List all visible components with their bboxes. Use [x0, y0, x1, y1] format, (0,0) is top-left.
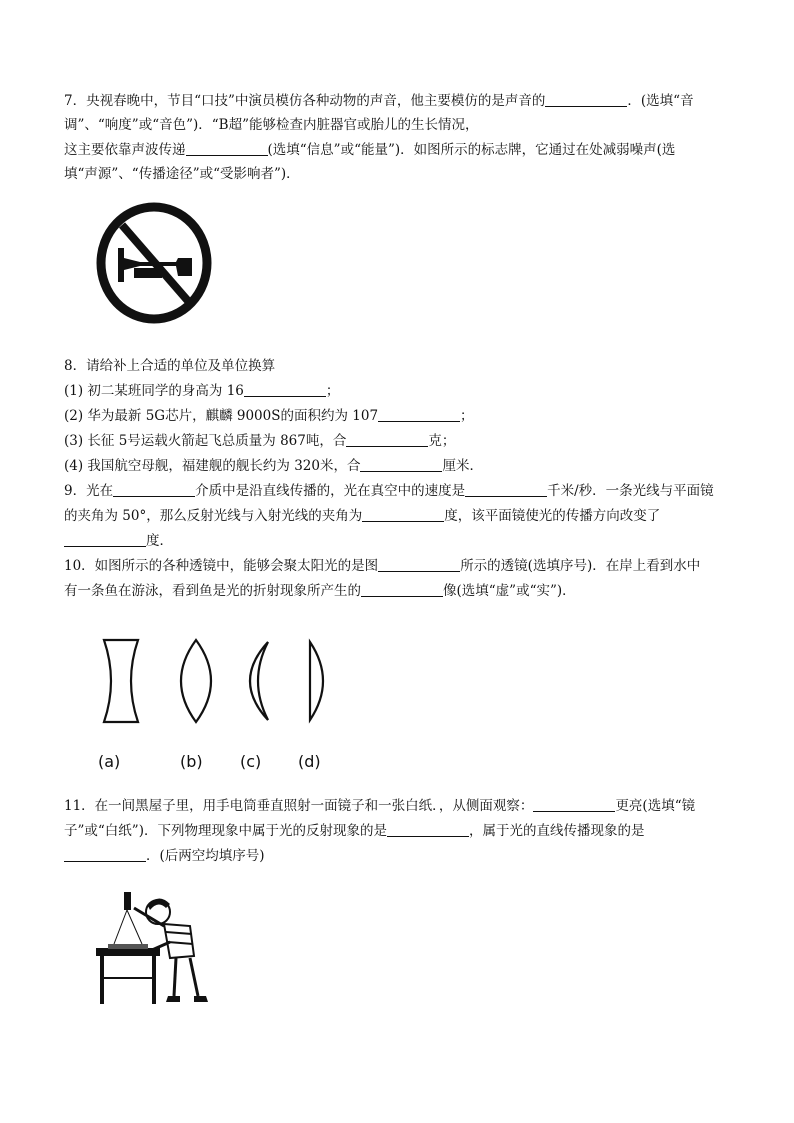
q9-text: 的夹角为 50°，那么反射光线与入射光线的夹角为 — [64, 508, 363, 524]
answer-blank[interactable] — [346, 432, 428, 447]
mirror-and-paper — [108, 944, 148, 949]
q7-text: (选填“信息”或“能量”)．如图所示的标志牌，它通过在处减弱噪声(选 — [267, 142, 676, 158]
q9-text: 度，该平面镜使光的传播方向改变了 — [444, 508, 661, 524]
answer-blank[interactable] — [362, 507, 444, 522]
q11-text: 子”或“白纸”)．下列物理现象中属于光的反射现象的是 — [64, 823, 387, 839]
q8-item-2 — [64, 406, 474, 426]
q11-line-3 — [64, 846, 265, 866]
convex-lens-b — [181, 640, 211, 722]
q8-text: 克； — [428, 433, 456, 449]
answer-blank[interactable] — [360, 457, 442, 472]
q9-line-3 — [64, 531, 173, 551]
q11-line-1 — [64, 796, 695, 816]
q7-text: ．(选填“音 — [627, 93, 694, 109]
q8-text: (4) 我国航空母舰，福建舰的舰长约为 320米，合 — [64, 458, 361, 474]
q8-text: (1) 初二某班同学的身高为 16 — [64, 383, 244, 399]
answer-blank[interactable] — [387, 822, 469, 837]
q8-item-4 — [64, 456, 483, 476]
q8-text: (2) 华为最新 5G芯片，麒麟 9000S的面积约为 107 — [64, 408, 379, 424]
lens-caption-b: (b) — [180, 752, 203, 771]
q11-text: 11．在一间黑屋子里，用手电筒垂直照射一面镜子和一张白纸．，从侧面观察： — [64, 798, 534, 814]
q10-line-1 — [64, 556, 700, 576]
answer-blank[interactable] — [378, 407, 460, 422]
q8-text: (3) 长征 5号运载火箭起飞总质量为 867吨，合 — [64, 433, 347, 449]
q11-text: ．(后两空均填序号) — [146, 848, 265, 864]
q8-item-3 — [64, 431, 455, 451]
answer-blank[interactable] — [64, 847, 146, 862]
q8-text: 厘米． — [442, 458, 483, 474]
lens-caption-a: (a) — [98, 752, 121, 771]
q10-text: 像(选填“虚”或“实”)． — [443, 583, 576, 599]
q10-text: 有一条鱼在游泳，看到鱼是光的折射现象所产生的 — [64, 583, 361, 599]
answer-blank[interactable] — [113, 482, 195, 497]
concave-lens-a — [104, 640, 138, 722]
q8-text: ； — [460, 408, 474, 424]
answer-blank[interactable] — [545, 92, 627, 107]
q9-text: 9．光在 — [64, 483, 114, 499]
q9-text: 度． — [146, 533, 173, 549]
q10-text: 10．如图所示的各种透镜中，能够会聚太阳光的是图 — [64, 558, 379, 574]
q9-line-2 — [64, 506, 660, 526]
answer-blank[interactable] — [244, 382, 326, 397]
q10-text: 所示的透镜(选填序号)．在岸上看到水中 — [460, 558, 701, 574]
q7-text: 这主要依靠声波传递 — [64, 142, 186, 158]
q9-text: 千米/秒．一条光线与平面镜 — [547, 483, 714, 499]
answer-blank[interactable] — [186, 141, 268, 156]
flashlight-icon — [124, 892, 131, 910]
q8-item-1 — [64, 381, 339, 401]
lens-caption-d: (d) — [298, 752, 321, 771]
answer-blank[interactable] — [361, 582, 443, 597]
answer-blank[interactable] — [533, 797, 615, 812]
q8-title: 8．请给补上合适的单位及单位换算 — [64, 358, 276, 374]
q9-text: 介质中是沿直线传播的，光在真空中的速度是 — [195, 483, 466, 499]
q8-text: ； — [325, 383, 340, 399]
lenses-figure — [96, 636, 336, 728]
answer-blank[interactable] — [465, 482, 547, 497]
q11-text: ，属于光的直线传播现象的是 — [468, 823, 645, 839]
q10-line-2 — [64, 581, 576, 601]
q7-line-3 — [64, 140, 675, 160]
flashlight-experiment-figure — [94, 886, 212, 1010]
q7-line-4: 填“声源”、“传播途径”或“受影响者”)． — [64, 166, 300, 182]
answer-blank[interactable] — [64, 532, 146, 547]
q7-line-2: 调”、“响度”或“音色”)．“B超”能够检查内脏器官或胎儿的生长情况， — [64, 117, 479, 133]
meniscus-lens-c — [250, 642, 268, 720]
q9-line-1 — [64, 481, 714, 501]
no-horn-sign-figure — [94, 200, 214, 326]
q11-text: 更亮(选填“镜 — [615, 798, 696, 814]
answer-blank[interactable] — [378, 557, 460, 572]
q11-line-2 — [64, 821, 644, 841]
plano-convex-lens-d — [310, 642, 323, 720]
lens-caption-c: (c) — [240, 752, 262, 771]
q7-line-1 — [64, 91, 694, 111]
q7-text: 7．央视春晚中，节目“口技”中演员模仿各种动物的声音，他主要模仿的是声音的 — [64, 93, 546, 109]
